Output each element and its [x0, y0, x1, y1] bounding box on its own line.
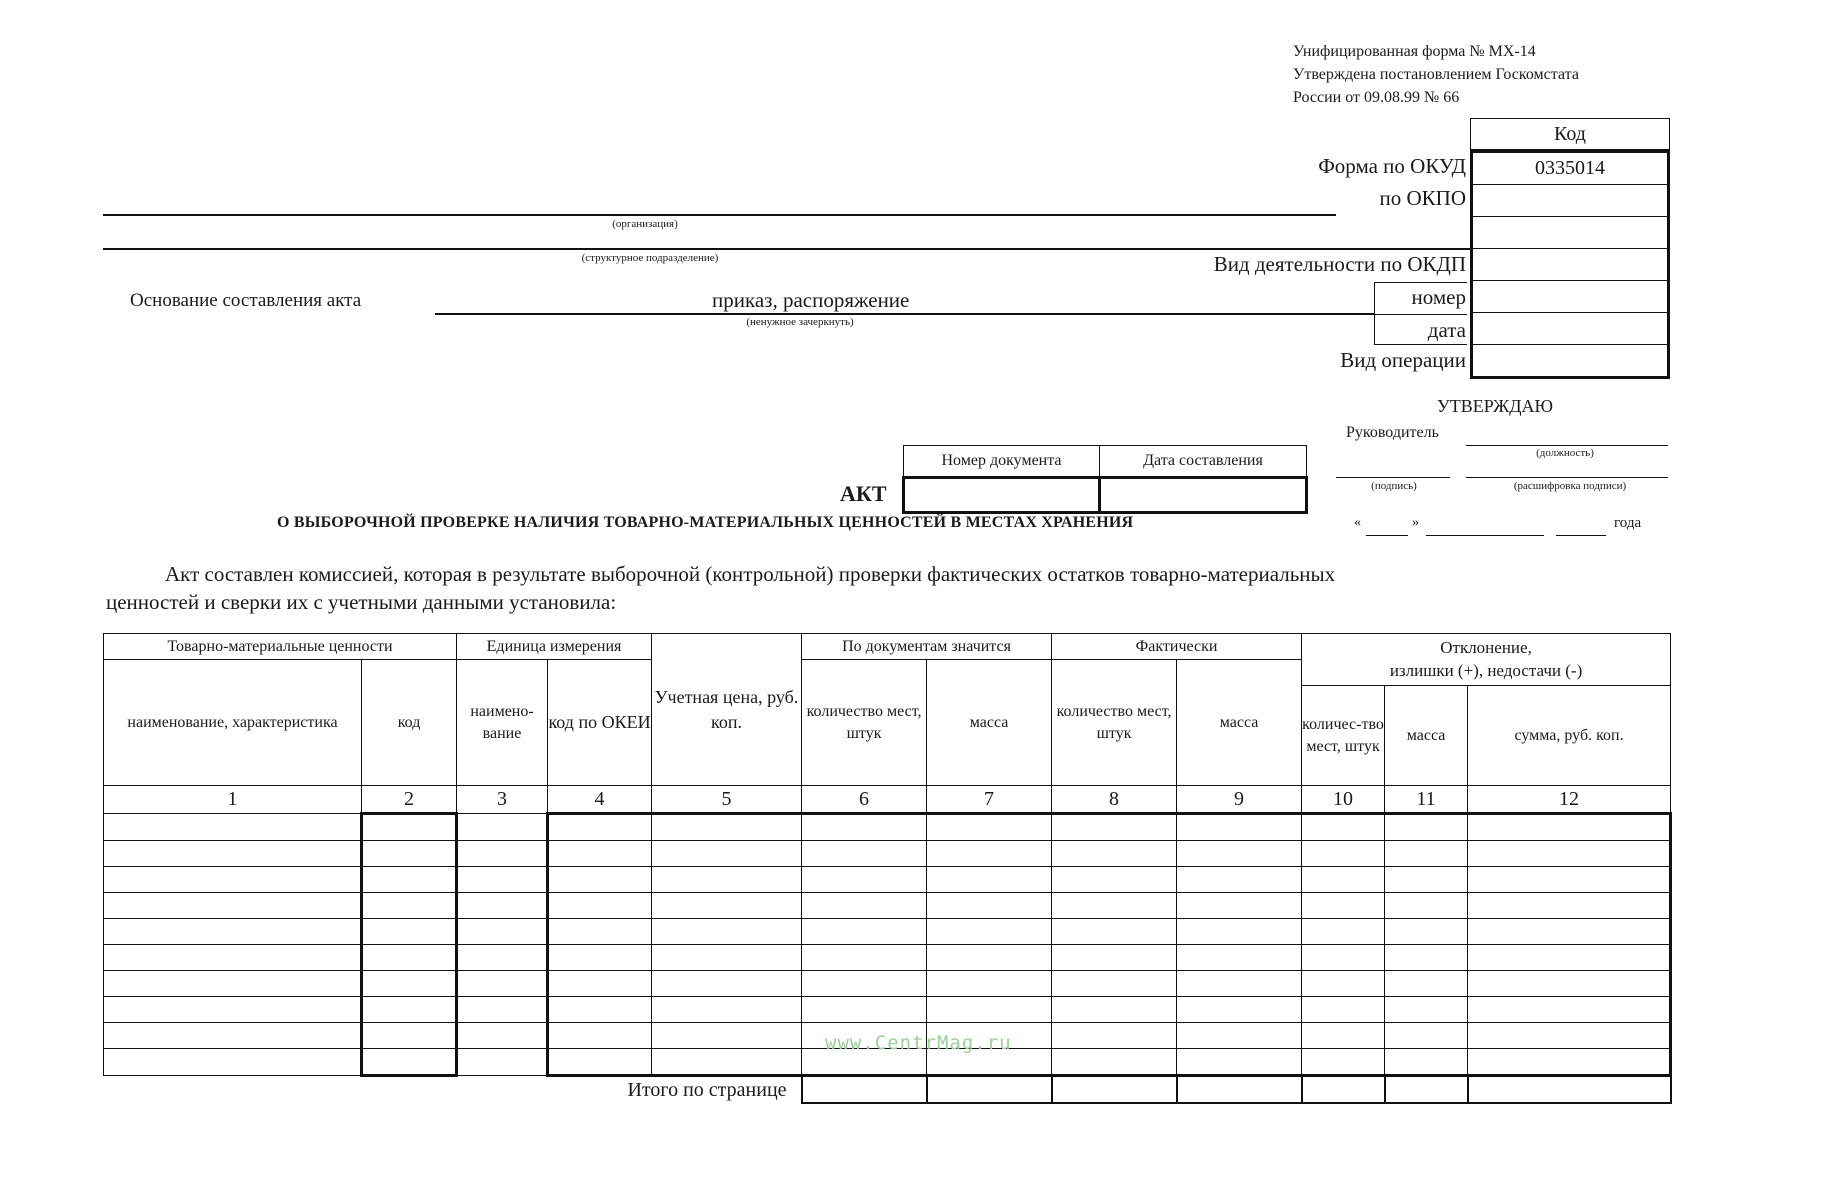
table-cell[interactable] [1052, 971, 1177, 997]
table-cell[interactable] [927, 919, 1052, 945]
table-cell[interactable] [802, 919, 927, 945]
table-cell[interactable] [457, 814, 548, 841]
position-line[interactable] [1466, 445, 1668, 446]
table-cell[interactable] [927, 997, 1052, 1023]
table-cell[interactable] [1177, 971, 1302, 997]
approve-year-line[interactable] [1556, 535, 1606, 536]
table-cell[interactable] [1302, 1049, 1385, 1076]
table-row [104, 997, 1671, 1023]
table-cell[interactable] [457, 971, 548, 997]
organization-caption: (организация) [612, 218, 678, 230]
table-cell[interactable] [1052, 997, 1177, 1023]
header-dev-sum: сумма, руб. коп. [1468, 686, 1671, 786]
basis-line[interactable] [435, 313, 1375, 315]
number-value[interactable] [1470, 281, 1670, 313]
table-cell[interactable] [1052, 945, 1177, 971]
okpo-value[interactable] [1470, 185, 1670, 217]
table-cell[interactable] [1385, 945, 1468, 971]
table-cell[interactable] [548, 1023, 652, 1049]
column-number: 8 [1052, 786, 1177, 814]
table-cell[interactable] [1302, 841, 1385, 867]
table-cell[interactable] [652, 1049, 802, 1076]
total-cell[interactable] [1302, 1076, 1385, 1104]
intro-line-1: Акт составлен комиссией, которая в результате выборочной (контрольной) проверки фактических остатков товарно-материальных [165, 562, 1336, 586]
table-cell[interactable] [548, 919, 652, 945]
position-caption: (должность) [1536, 447, 1594, 459]
table-cell[interactable] [652, 971, 802, 997]
header-name: наименование, характеристика [104, 660, 362, 786]
table-cell[interactable] [1177, 1049, 1302, 1076]
table-cell[interactable] [104, 971, 362, 997]
form-ref-line-1: Унифицированная форма № МХ-14 [1293, 43, 1536, 60]
table-cell[interactable] [1385, 919, 1468, 945]
table-row [104, 971, 1671, 997]
column-number: 5 [652, 786, 802, 814]
table-cell[interactable] [652, 814, 802, 841]
table-cell[interactable] [1052, 841, 1177, 867]
table-row [104, 814, 1671, 841]
table-cell[interactable] [927, 814, 1052, 841]
table-cell[interactable] [1385, 893, 1468, 919]
table-cell[interactable] [362, 867, 457, 893]
decode-line[interactable] [1466, 477, 1668, 478]
table-cell[interactable] [652, 1023, 802, 1049]
header-fact-qty: количество мест, штук [1052, 660, 1177, 786]
organization-line[interactable] [103, 214, 1336, 216]
date-value[interactable] [1470, 313, 1670, 345]
document-date-head: Дата составления [1100, 446, 1307, 478]
table-cell[interactable] [652, 893, 802, 919]
column-number: 12 [1468, 786, 1671, 814]
table-cell[interactable] [1177, 919, 1302, 945]
column-number: 3 [457, 786, 548, 814]
table-cell[interactable] [362, 1023, 457, 1049]
approve-title: УТВЕРЖДАЮ [1437, 396, 1554, 416]
table-cell[interactable] [104, 893, 362, 919]
table-cell[interactable] [104, 919, 362, 945]
total-cell[interactable] [927, 1076, 1052, 1104]
table-cell[interactable] [362, 919, 457, 945]
table-cell[interactable] [362, 1049, 457, 1076]
table-cell[interactable] [1177, 1023, 1302, 1049]
table-cell[interactable] [548, 945, 652, 971]
basis-label: Основание составления акта [130, 290, 362, 311]
table-cell[interactable] [927, 841, 1052, 867]
header-fact-mass: масса [1177, 660, 1302, 786]
okdp-value[interactable] [1470, 249, 1670, 281]
document-number-head: Номер документа [904, 446, 1100, 478]
table-cell[interactable] [457, 893, 548, 919]
table-cell[interactable] [1177, 945, 1302, 971]
table-cell[interactable] [362, 841, 457, 867]
date-quote-open: « [1354, 515, 1361, 530]
header-unit-name: наимено-вание [457, 660, 548, 786]
table-cell[interactable] [927, 945, 1052, 971]
unit-line[interactable] [103, 248, 1470, 250]
total-cell[interactable] [1177, 1076, 1302, 1104]
table-cell[interactable] [1468, 893, 1671, 919]
table-cell[interactable] [1468, 841, 1671, 867]
table-cell[interactable] [457, 867, 548, 893]
code-head: Код [1470, 118, 1670, 150]
table-cell[interactable] [1385, 867, 1468, 893]
document-number-box [902, 445, 1308, 514]
okdp-label: Вид деятельности по ОКДП [1213, 252, 1466, 276]
table-cell[interactable] [1468, 919, 1671, 945]
table-cell[interactable] [1468, 997, 1671, 1023]
table-cell[interactable] [802, 997, 927, 1023]
table-cell[interactable] [652, 945, 802, 971]
table-cell[interactable] [1385, 997, 1468, 1023]
table-row [104, 919, 1671, 945]
basis-value: приказ, распоряжение [712, 288, 910, 312]
table-cell[interactable] [457, 1023, 548, 1049]
form-ref-line-2: Утверждена постановлением Госкомстата [1293, 66, 1579, 83]
total-cell[interactable] [802, 1076, 927, 1104]
header-dev-qty: количес-тво мест, штук [1302, 686, 1385, 786]
group-header-fact: Фактически [1052, 634, 1302, 660]
table-cell[interactable] [548, 997, 652, 1023]
table-cell[interactable] [1177, 841, 1302, 867]
table-cell[interactable] [1052, 1049, 1177, 1076]
table-cell[interactable] [1302, 997, 1385, 1023]
group-header-tmc: Товарно-материальные ценности [104, 634, 457, 660]
table-cell[interactable] [548, 814, 652, 841]
table-cell[interactable] [1302, 945, 1385, 971]
table-cell[interactable] [652, 919, 802, 945]
okpo-label: по ОКПО [1379, 186, 1466, 210]
table-cell[interactable] [1052, 1023, 1177, 1049]
date-quote-close: » [1412, 515, 1419, 530]
table-cell[interactable] [1052, 814, 1177, 841]
table-cell[interactable] [802, 814, 927, 841]
table-cell[interactable] [1468, 814, 1671, 841]
table-cell[interactable] [457, 919, 548, 945]
table-cell[interactable] [362, 945, 457, 971]
table-cell[interactable] [104, 997, 362, 1023]
table-cell[interactable] [1385, 1023, 1468, 1049]
table-cell[interactable] [1052, 919, 1177, 945]
table-cell[interactable] [1052, 893, 1177, 919]
okud-value[interactable]: 0335014 [1470, 150, 1670, 185]
group-header-docs: По документам значится [802, 634, 1052, 660]
table-cell[interactable] [104, 1049, 362, 1076]
table-cell[interactable] [457, 1049, 548, 1076]
table-cell[interactable] [652, 867, 802, 893]
document-number-input[interactable] [904, 478, 1100, 513]
table-cell[interactable] [548, 893, 652, 919]
column-number: 4 [548, 786, 652, 814]
okpo-value-2[interactable] [1470, 217, 1670, 249]
table-cell[interactable] [1385, 814, 1468, 841]
table-cell[interactable] [548, 1049, 652, 1076]
table-cell[interactable] [652, 841, 802, 867]
table-cell[interactable] [1177, 814, 1302, 841]
table-cell[interactable] [548, 971, 652, 997]
table-cell[interactable] [457, 841, 548, 867]
table-cell[interactable] [1177, 997, 1302, 1023]
form-ref-line-3: России от 09.08.99 № 66 [1293, 89, 1460, 106]
table-cell[interactable] [927, 867, 1052, 893]
approve-month-line[interactable] [1426, 535, 1544, 536]
column-number: 11 [1385, 786, 1468, 814]
header-dev-mass: масса [1385, 686, 1468, 786]
table-cell[interactable] [548, 867, 652, 893]
table-cell[interactable] [104, 945, 362, 971]
table-cell[interactable] [652, 997, 802, 1023]
sign-caption: (подпись) [1371, 480, 1417, 492]
form-reference [1293, 40, 1579, 109]
column-number: 1 [104, 786, 362, 814]
unit-caption: (структурное подразделение) [581, 252, 719, 264]
table-cell[interactable] [1302, 971, 1385, 997]
sign-line[interactable] [1336, 477, 1450, 478]
deviation-title: Отклонение, [1440, 637, 1532, 657]
column-number: 2 [362, 786, 457, 814]
table-cell[interactable] [362, 814, 457, 841]
number-label: номер [1411, 285, 1466, 309]
table-cell[interactable] [362, 893, 457, 919]
table-cell[interactable] [362, 997, 457, 1023]
column-number: 9 [1177, 786, 1302, 814]
table-row [104, 841, 1671, 867]
table-cell[interactable] [104, 1023, 362, 1049]
approve-day-line[interactable] [1366, 535, 1408, 536]
table-cell[interactable] [104, 814, 362, 841]
table-cell[interactable] [802, 893, 927, 919]
column-numbers-row [104, 786, 1671, 814]
act-subtitle: О ВЫБОРОЧНОЙ ПРОВЕРКЕ НАЛИЧИЯ ТОВАРНО-МАТЕРИАЛЬНЫХ ЦЕННОСТЕЙ В МЕСТАХ ХРАНЕНИЯ [277, 514, 1134, 531]
group-header-unit: Единица измерения [457, 634, 652, 660]
column-number: 10 [1302, 786, 1385, 814]
deviation-subtitle: излишки (+), недостачи (-) [1389, 660, 1583, 680]
column-number: 7 [927, 786, 1052, 814]
act-title: АКТ [840, 481, 887, 506]
table-row [104, 945, 1671, 971]
document-date-input[interactable] [1100, 478, 1307, 513]
year-label: года [1614, 515, 1642, 531]
table-cell[interactable] [1177, 893, 1302, 919]
approve-head-label: Руководитель [1346, 424, 1439, 441]
table-cell[interactable] [362, 971, 457, 997]
table-cell[interactable] [927, 893, 1052, 919]
table-cell[interactable] [802, 945, 927, 971]
table-cell[interactable] [1302, 1023, 1385, 1049]
header-okei: код по ОКЕИ [548, 660, 652, 786]
okud-label: Форма по ОКУД [1318, 154, 1466, 178]
header-doc-qty: количество мест, штук [802, 660, 927, 786]
table-cell[interactable] [802, 867, 927, 893]
table-cell[interactable] [104, 867, 362, 893]
operation-value[interactable] [1470, 345, 1670, 379]
table-cell[interactable] [1302, 893, 1385, 919]
header-doc-mass: масса [927, 660, 1052, 786]
operation-label: Вид операции [1340, 348, 1466, 372]
total-cell[interactable] [1052, 1076, 1177, 1104]
watermark: www.CentrMag.ru [825, 1032, 1012, 1054]
date-label: дата [1427, 318, 1466, 342]
table-cell[interactable] [457, 945, 548, 971]
table-cell[interactable] [927, 971, 1052, 997]
table-row [104, 867, 1671, 893]
decode-caption: (расшифровка подписи) [1513, 480, 1627, 492]
table-cell[interactable] [1468, 971, 1671, 997]
table-cell[interactable] [1385, 971, 1468, 997]
table-cell[interactable] [457, 997, 548, 1023]
table-cell[interactable] [1468, 945, 1671, 971]
total-cell[interactable] [1385, 1076, 1468, 1104]
table-cell[interactable] [548, 841, 652, 867]
table-cell[interactable] [1177, 867, 1302, 893]
total-label: Итого по странице [627, 1078, 787, 1101]
table-cell[interactable] [1052, 867, 1177, 893]
table-cell[interactable] [1468, 867, 1671, 893]
table-cell[interactable] [1302, 814, 1385, 841]
code-box [1470, 118, 1670, 379]
column-number: 6 [802, 786, 927, 814]
basis-caption: (ненужное зачеркнуть) [746, 316, 854, 328]
table-cell[interactable] [1302, 919, 1385, 945]
table-cell[interactable] [1302, 867, 1385, 893]
header-code: код [362, 660, 457, 786]
total-cell[interactable] [1468, 1076, 1671, 1104]
table-cell[interactable] [1385, 841, 1468, 867]
table-cell[interactable] [802, 841, 927, 867]
table-cell[interactable] [1385, 1049, 1468, 1076]
total-row [104, 1076, 1671, 1104]
group-header-deviation [1302, 634, 1671, 686]
table-cell[interactable] [104, 841, 362, 867]
table-row [104, 893, 1671, 919]
intro-line-2: ценностей и сверки их с учетными данными установила: [106, 590, 617, 614]
table-cell[interactable] [802, 971, 927, 997]
header-price: Учетная цена, руб. коп. [652, 634, 802, 786]
table-cell[interactable] [1468, 1049, 1671, 1076]
table-cell[interactable] [1468, 1023, 1671, 1049]
